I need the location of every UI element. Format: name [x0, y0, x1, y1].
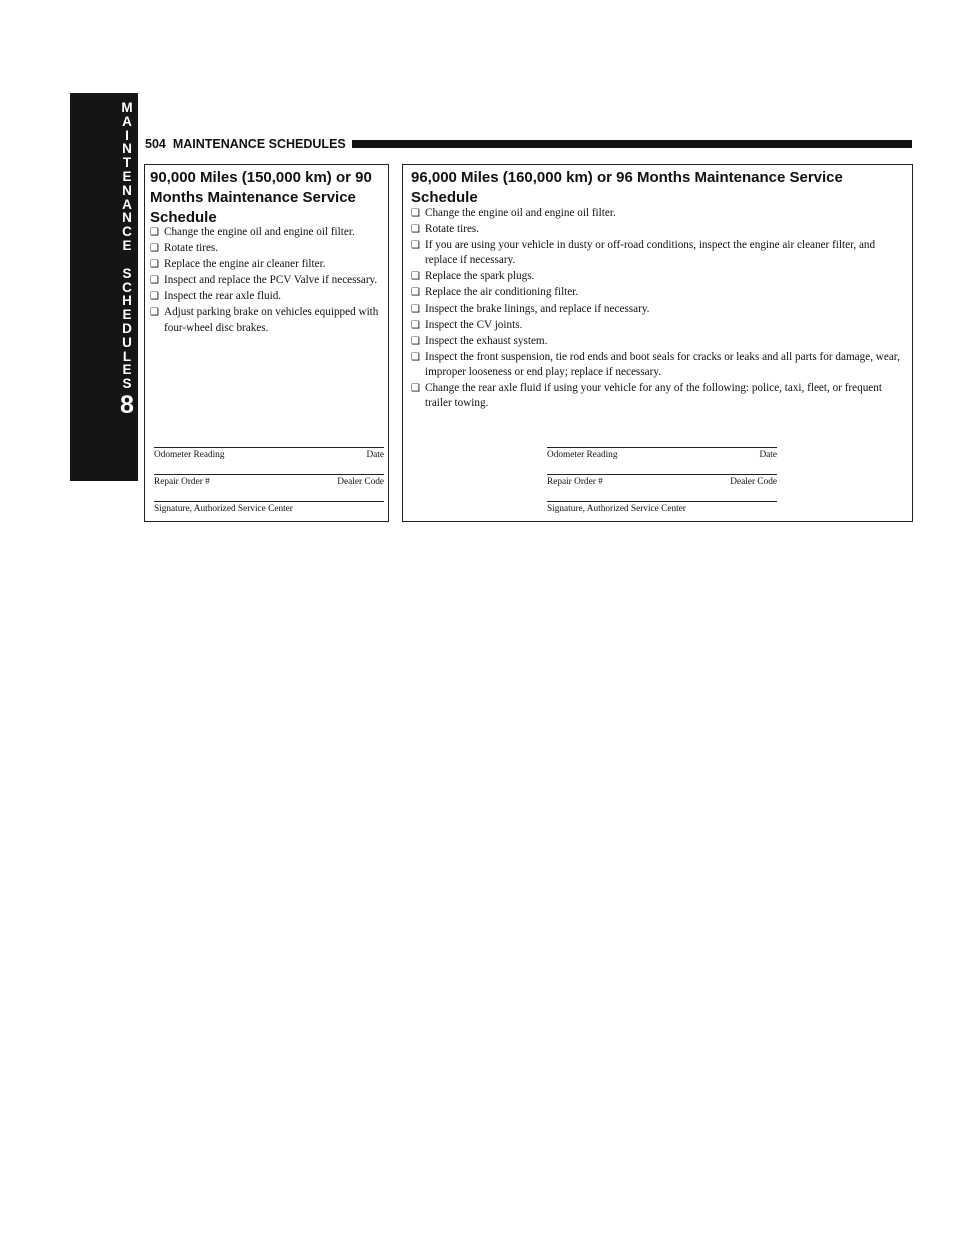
signature-line[interactable]: [547, 501, 777, 528]
list-item: [411, 238, 907, 268]
list-item-text: Replace the engine air cleaner filter.: [164, 258, 326, 271]
tab-letter: S: [122, 376, 132, 392]
header-rule: [352, 140, 912, 148]
list-item: [411, 222, 907, 237]
list-item-text: Inspect the rear axle fluid.: [164, 290, 282, 303]
list-item: [150, 257, 386, 272]
tab-letter: E: [122, 362, 132, 378]
checkbox-icon[interactable]: ❑: [150, 291, 159, 303]
schedule-list: [411, 206, 907, 412]
list-item: [150, 225, 386, 240]
list-item: [411, 334, 907, 349]
tab-letter: N: [122, 210, 132, 226]
schedule-title: 96,000 Miles (160,000 km) or 96 Months Maintenance Service Schedule: [411, 169, 843, 206]
tab-letter: E: [122, 307, 132, 323]
page-header: [145, 137, 912, 151]
list-item-text: Inspect and replace the PCV Valve if necessary.: [164, 274, 378, 287]
tab-letter: M: [121, 100, 133, 115]
list-item-text: Change the rear axle fluid if using your vehicle for any of the following: police, taxi, fleet, or frequent trailer towing.: [425, 382, 882, 410]
checkbox-icon[interactable]: ❑: [411, 240, 420, 252]
list-item: [411, 285, 907, 300]
dealer-code-label: Dealer Code: [337, 477, 384, 487]
checkbox-icon[interactable]: ❑: [150, 275, 159, 287]
odometer-date-line[interactable]: [154, 447, 384, 474]
signature-label: Signature, Authorized Service Center: [154, 504, 293, 514]
list-item: [411, 269, 907, 284]
section-tab-label: [116, 101, 138, 417]
date-label: Date: [759, 450, 777, 460]
signature-block: [154, 447, 384, 528]
list-item-text: Replace the spark plugs.: [425, 270, 535, 283]
tab-letter: S: [122, 265, 132, 281]
tab-letter: A: [122, 196, 132, 212]
tab-letter: C: [122, 224, 132, 240]
tab-letter: I: [125, 127, 129, 143]
list-item-text: Replace the air conditioning filter.: [425, 286, 579, 299]
tab-letter: N: [122, 182, 132, 198]
list-item: [411, 302, 907, 317]
list-item: [150, 305, 386, 335]
checkbox-icon[interactable]: ❑: [411, 319, 420, 331]
tab-letter: T: [122, 155, 132, 171]
checkbox-icon[interactable]: ❑: [411, 224, 420, 236]
date-label: Date: [366, 450, 384, 460]
repair-order-label: Repair Order #: [154, 477, 210, 487]
checkbox-icon[interactable]: ❑: [150, 259, 159, 271]
schedule-list: [150, 225, 386, 337]
odometer-label: Odometer Reading: [547, 450, 618, 460]
list-item: [411, 350, 907, 380]
odometer-date-line[interactable]: [547, 447, 777, 474]
repair-order-line[interactable]: [154, 474, 384, 501]
list-item-text: Adjust parking brake on vehicles equipped with four-wheel disc brakes.: [164, 306, 379, 334]
checkbox-icon[interactable]: ❑: [150, 243, 159, 255]
checkbox-icon[interactable]: ❑: [411, 208, 420, 219]
checkbox-icon[interactable]: ❑: [411, 335, 420, 347]
checkbox-icon[interactable]: ❑: [411, 271, 420, 283]
list-item: [411, 318, 907, 333]
list-item: [150, 241, 386, 256]
signature-label: Signature, Authorized Service Center: [547, 504, 686, 514]
schedule-title: 90,000 Miles (150,000 km) or 90 Months Maintenance Service Schedule: [150, 169, 372, 226]
list-item-text: Inspect the front suspension, tie rod ends and boot seals for cracks or leaks and all parts for damage, wear, improper looseness or end play; replace if necessary.: [425, 350, 900, 378]
page-number: 504: [145, 137, 166, 151]
tab-letter: D: [122, 320, 132, 336]
repair-order-label: Repair Order #: [547, 477, 603, 487]
page-header-text: [145, 137, 352, 151]
page-header-title: MAINTENANCE SCHEDULES: [172, 137, 346, 151]
tab-letter: C: [122, 279, 132, 295]
checkbox-icon[interactable]: ❑: [150, 307, 159, 319]
tab-letter: L: [122, 348, 132, 364]
signature-block: [547, 447, 777, 528]
list-item-text: Rotate tires.: [425, 223, 480, 236]
list-item-text: Inspect the CV joints.: [425, 318, 523, 331]
tab-letter: E: [122, 237, 132, 253]
tab-letter: A: [122, 113, 132, 129]
checkbox-icon[interactable]: ❑: [150, 227, 159, 238]
list-item-text: Inspect the brake linings, and replace if necessary.: [425, 302, 650, 315]
tab-letter: N: [122, 141, 132, 157]
tab-letter: U: [122, 334, 132, 350]
tab-letter: H: [122, 293, 132, 309]
odometer-label: Odometer Reading: [154, 450, 225, 460]
list-item-text: If you are using your vehicle in dusty or off-road conditions, inspect the engine air cleaner filter, and replace if necessary.: [425, 239, 876, 267]
schedule-box-90000: [144, 164, 389, 522]
list-item-text: Inspect the exhaust system.: [425, 334, 548, 347]
list-item-text: Rotate tires.: [164, 242, 219, 255]
tab-letter: E: [122, 168, 132, 184]
checkbox-icon[interactable]: ❑: [411, 303, 420, 315]
list-item: [411, 381, 907, 411]
checkbox-icon[interactable]: ❑: [411, 351, 420, 363]
dealer-code-label: Dealer Code: [730, 477, 777, 487]
list-item-text: Change the engine oil and engine oil filter.: [164, 226, 355, 238]
checkbox-icon[interactable]: ❑: [411, 383, 420, 395]
list-item-text: Change the engine oil and engine oil filter.: [425, 207, 616, 219]
schedule-box-96000: [402, 164, 913, 522]
list-item: [150, 273, 386, 288]
list-item: [150, 289, 386, 304]
signature-line[interactable]: [154, 501, 384, 528]
section-number: 8: [120, 390, 134, 419]
repair-order-line[interactable]: [547, 474, 777, 501]
list-item: [411, 206, 907, 221]
checkbox-icon[interactable]: ❑: [411, 287, 420, 299]
